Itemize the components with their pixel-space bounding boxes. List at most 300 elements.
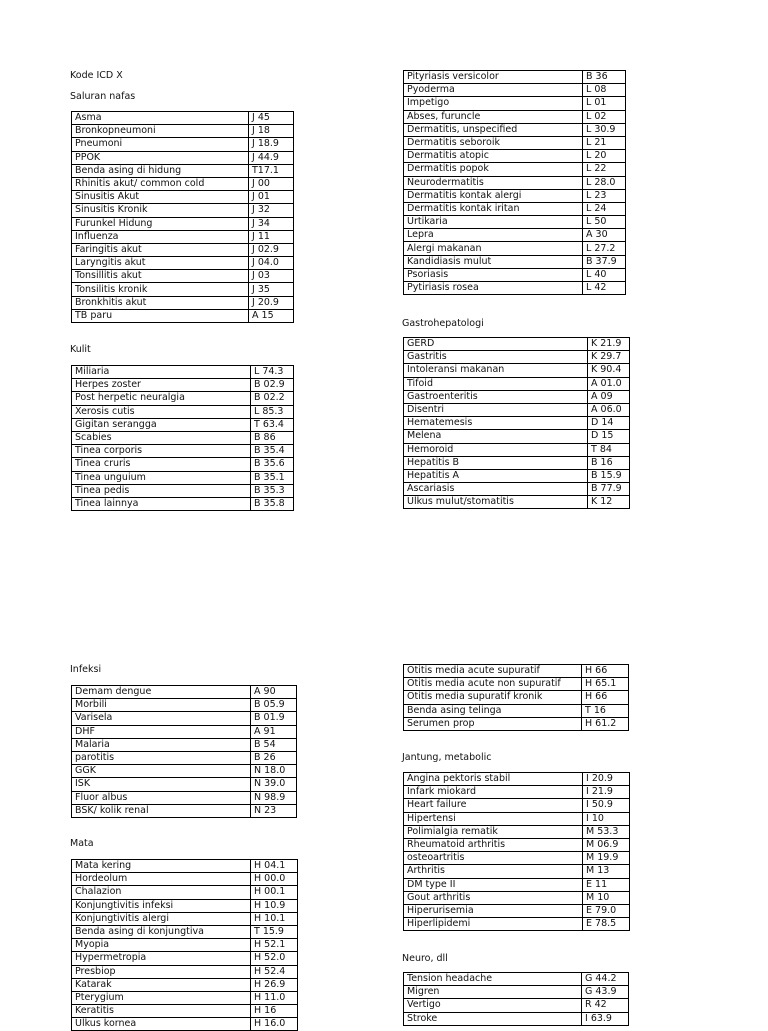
table-row <box>404 443 630 456</box>
icd-code: H 00.0 <box>251 873 298 886</box>
table-row <box>404 377 630 390</box>
diagnosis-name: Tinea pedis <box>72 484 251 497</box>
table-row <box>404 202 626 215</box>
table-row <box>404 136 626 149</box>
diagnosis-name: Pytiriasis rosea <box>404 282 583 295</box>
icd-code: L 28.0 <box>583 176 626 189</box>
diagnosis-name: Lepra <box>404 229 583 242</box>
icd-code: J 11 <box>249 230 294 243</box>
icd-code: J 02.9 <box>249 243 294 256</box>
icd-code: E 78.5 <box>583 918 630 931</box>
icd-code: M 06.9 <box>583 838 630 851</box>
diagnosis-name: Gigitan serangga <box>72 418 251 431</box>
section-title-saluran-nafas: Saluran nafas <box>70 91 136 102</box>
table-row <box>404 678 629 691</box>
table-row <box>404 71 626 84</box>
diagnosis-name: Morbili <box>72 699 251 712</box>
diagnosis-name: Gastritis <box>404 351 588 364</box>
table-row <box>404 364 630 377</box>
icd-code: A 09 <box>588 390 630 403</box>
icd-code: J 03 <box>249 270 294 283</box>
icd-code: L 27.2 <box>583 242 626 255</box>
section-title-neuro: Neuro, dll <box>402 953 448 964</box>
table-kulit-lanjutan <box>403 70 626 295</box>
diagnosis-name: Faringitis akut <box>72 243 249 256</box>
table-row <box>404 268 626 281</box>
icd-code: D 15 <box>588 430 630 443</box>
table-row <box>404 242 626 255</box>
table-gastrohepatologi <box>403 337 630 509</box>
table-row <box>404 773 630 786</box>
table-row <box>72 886 298 899</box>
icd-code: B 35.4 <box>251 445 294 458</box>
diagnosis-name: Pterygium <box>72 991 251 1004</box>
diagnosis-name: PPOK <box>72 151 249 164</box>
table-row <box>72 686 297 699</box>
table-row <box>404 351 630 364</box>
diagnosis-name: Intoleransi makanan <box>404 364 588 377</box>
table-row <box>72 177 294 190</box>
table-row <box>72 1018 298 1031</box>
icd-code: J 32 <box>249 204 294 217</box>
table-row <box>72 164 294 177</box>
diagnosis-name: Bronkopneumoni <box>72 125 249 138</box>
icd-code: I 10 <box>583 812 630 825</box>
diagnosis-name: ISK <box>72 778 251 791</box>
diagnosis-name: Disentri <box>404 403 588 416</box>
icd-code: B 02.9 <box>251 379 294 392</box>
icd-code: L 24 <box>583 202 626 215</box>
table-row <box>72 366 294 379</box>
diagnosis-name: Asma <box>72 112 249 125</box>
diagnosis-name: Dermatitis, unspecified <box>404 123 583 136</box>
diagnosis-name: Pyoderma <box>404 84 583 97</box>
icd-code: B 05.9 <box>251 699 297 712</box>
table-row <box>404 665 629 678</box>
diagnosis-name: Benda asing di konjungtiva <box>72 925 251 938</box>
table-row <box>404 717 629 730</box>
icd-code: J 34 <box>249 217 294 230</box>
diagnosis-name: Impetigo <box>404 97 583 110</box>
diagnosis-name: Demam dengue <box>72 686 251 699</box>
icd-code: L 85.3 <box>251 405 294 418</box>
diagnosis-name: Infark miokard <box>404 786 583 799</box>
icd-code: H 16.0 <box>251 1018 298 1031</box>
diagnosis-name: Gastroenteritis <box>404 390 588 403</box>
table-row <box>404 852 630 865</box>
table-row <box>404 282 626 295</box>
icd-code: A 01.0 <box>588 377 630 390</box>
icd-code: K 12 <box>588 496 630 509</box>
icd-code: A 06.0 <box>588 403 630 416</box>
table-row <box>72 379 294 392</box>
icd-code: H 04.1 <box>251 860 298 873</box>
icd-code: B 02.2 <box>251 392 294 405</box>
table-row <box>404 904 630 917</box>
table-row <box>404 838 630 851</box>
icd-code: B 01.9 <box>251 712 297 725</box>
diagnosis-name: Otitis media acute supuratif <box>404 665 582 678</box>
diagnosis-name: Keratitis <box>72 1005 251 1018</box>
table-row <box>404 865 630 878</box>
diagnosis-name: Konjungtivitis alergi <box>72 912 251 925</box>
section-title-infeksi: Infeksi <box>70 664 102 675</box>
diagnosis-name: Hipertensi <box>404 812 583 825</box>
table-row <box>404 229 626 242</box>
icd-code: K 21.9 <box>588 338 630 351</box>
table-row <box>72 270 294 283</box>
icd-code: T17.1 <box>249 164 294 177</box>
icd-code: H 61.2 <box>582 717 629 730</box>
diagnosis-name: Neurodermatitis <box>404 176 583 189</box>
icd-code: T 63.4 <box>251 418 294 431</box>
icd-code: N 23 <box>251 804 297 817</box>
diagnosis-name: osteoartritis <box>404 852 583 865</box>
icd-code: L 42 <box>583 282 626 295</box>
diagnosis-name: Varisela <box>72 712 251 725</box>
section-title-jantung-metabolic: Jantung, metabolic <box>402 752 492 763</box>
diagnosis-name: Kandidiasis mulut <box>404 255 583 268</box>
diagnosis-name: Hepatitis A <box>404 469 588 482</box>
table-row <box>404 417 630 430</box>
diagnosis-name: Hiperurisemia <box>404 904 583 917</box>
table-row <box>72 791 297 804</box>
table-row <box>404 176 626 189</box>
table-row <box>72 699 297 712</box>
diagnosis-name: Melena <box>404 430 588 443</box>
diagnosis-name: Polimialgia rematik <box>404 825 583 838</box>
table-row <box>404 338 630 351</box>
icd-code: H 10.1 <box>251 912 298 925</box>
table-tht <box>403 664 629 731</box>
table-row <box>404 163 626 176</box>
icd-code: L 08 <box>583 84 626 97</box>
diagnosis-name: Hypermetropia <box>72 952 251 965</box>
icd-code: B 35.3 <box>251 484 294 497</box>
table-row <box>404 986 629 999</box>
table-row <box>72 243 294 256</box>
table-kulit <box>71 365 294 511</box>
diagnosis-name: Tinea lainnya <box>72 497 251 510</box>
table-row <box>404 825 630 838</box>
diagnosis-name: Hematemesis <box>404 417 588 430</box>
diagnosis-name: Hemoroid <box>404 443 588 456</box>
icd-code: H 52.1 <box>251 939 298 952</box>
icd-code: J 45 <box>249 112 294 125</box>
table-infeksi <box>71 685 297 818</box>
table-row <box>404 150 626 163</box>
icd-code: I 63.9 <box>582 1012 629 1025</box>
diagnosis-name: Migren <box>404 986 582 999</box>
table-row <box>72 405 294 418</box>
table-row <box>72 952 298 965</box>
icd-code: B 77.9 <box>588 483 630 496</box>
icd-code: L 40 <box>583 268 626 281</box>
table-row <box>404 812 630 825</box>
icd-code: H 16 <box>251 1005 298 1018</box>
diagnosis-name: Tension headache <box>404 973 582 986</box>
icd-code: N 18.0 <box>251 765 297 778</box>
table-row <box>72 296 294 309</box>
icd-code: H 11.0 <box>251 991 298 1004</box>
icd-code: K 29.7 <box>588 351 630 364</box>
icd-code: B 26 <box>251 751 297 764</box>
diagnosis-name: parotitis <box>72 751 251 764</box>
icd-code: B 36 <box>583 71 626 84</box>
icd-code: B 54 <box>251 738 297 751</box>
icd-code: R 42 <box>582 999 629 1012</box>
table-row <box>72 309 294 322</box>
icd-code: A 30 <box>583 229 626 242</box>
icd-code: J 04.0 <box>249 257 294 270</box>
icd-code: L 22 <box>583 163 626 176</box>
icd-code: I 20.9 <box>583 773 630 786</box>
table-row <box>72 738 297 751</box>
diagnosis-name: Dermatitis kontak iritan <box>404 202 583 215</box>
diagnosis-name: Tonsilitis kronik <box>72 283 249 296</box>
icd-code: B 15.9 <box>588 469 630 482</box>
table-row <box>404 999 629 1012</box>
icd-code: H 66 <box>582 665 629 678</box>
diagnosis-name: Alergi makanan <box>404 242 583 255</box>
icd-code: A 15 <box>249 309 294 322</box>
table-row <box>404 691 629 704</box>
icd-code: H 00.1 <box>251 886 298 899</box>
icd-code: H 52.4 <box>251 965 298 978</box>
icd-code: A 90 <box>251 686 297 699</box>
icd-code: L 30.9 <box>583 123 626 136</box>
diagnosis-name: TB paru <box>72 309 249 322</box>
table-row <box>72 925 298 938</box>
table-row <box>72 804 297 817</box>
table-row <box>404 123 626 136</box>
icd-code: I 21.9 <box>583 786 630 799</box>
icd-code: K 90.4 <box>588 364 630 377</box>
diagnosis-name: Hordeolum <box>72 873 251 886</box>
table-neuro <box>403 972 629 1026</box>
icd-code: B 35.8 <box>251 497 294 510</box>
table-row <box>72 965 298 978</box>
icd-code: H 10.9 <box>251 899 298 912</box>
table-row <box>72 283 294 296</box>
table-row <box>72 860 298 873</box>
table-mata <box>71 859 298 1031</box>
section-title-kulit: Kulit <box>70 344 91 355</box>
icd-code: L 23 <box>583 189 626 202</box>
diagnosis-name: Tinea corporis <box>72 445 251 458</box>
table-row <box>72 765 297 778</box>
icd-code: E 11 <box>583 878 630 891</box>
icd-code: B 35.1 <box>251 471 294 484</box>
table-row <box>72 230 294 243</box>
table-row <box>404 918 630 931</box>
table-row <box>404 786 630 799</box>
icd-code: T 15.9 <box>251 925 298 938</box>
diagnosis-name: Pityriasis versicolor <box>404 71 583 84</box>
table-row <box>72 712 297 725</box>
icd-code: L 02 <box>583 110 626 123</box>
diagnosis-name: Hiperlipidemi <box>404 918 583 931</box>
table-row <box>404 483 630 496</box>
table-jantung-metabolic <box>403 772 630 931</box>
icd-code: L 50 <box>583 216 626 229</box>
diagnosis-name: Otitis media acute non supuratif <box>404 678 582 691</box>
diagnosis-name: Ascariasis <box>404 483 588 496</box>
icd-code: J 18 <box>249 125 294 138</box>
table-row <box>404 1012 629 1025</box>
icd-code: J 01 <box>249 191 294 204</box>
table-row <box>404 255 626 268</box>
icd-code: T 16 <box>582 704 629 717</box>
icd-code: J 18.9 <box>249 138 294 151</box>
table-row <box>404 973 629 986</box>
diagnosis-name: Laryngitis akut <box>72 257 249 270</box>
table-row <box>72 912 298 925</box>
icd-code: E 79.0 <box>583 904 630 917</box>
diagnosis-name: Dermatitis popok <box>404 163 583 176</box>
icd-code: B 86 <box>251 431 294 444</box>
icd-code: L 20 <box>583 150 626 163</box>
table-row <box>404 97 626 110</box>
table-row <box>72 471 294 484</box>
table-row <box>72 939 298 952</box>
diagnosis-name: Sinusitis Kronik <box>72 204 249 217</box>
icd-code: D 14 <box>588 417 630 430</box>
table-row <box>72 873 298 886</box>
diagnosis-name: Influenza <box>72 230 249 243</box>
diagnosis-name: Gout arthritis <box>404 891 583 904</box>
icd-code: H 65.1 <box>582 678 629 691</box>
table-row <box>404 216 626 229</box>
diagnosis-name: Katarak <box>72 978 251 991</box>
diagnosis-name: Herpes zoster <box>72 379 251 392</box>
diagnosis-name: Vertigo <box>404 999 582 1012</box>
icd-code: G 44.2 <box>582 973 629 986</box>
table-row <box>404 469 630 482</box>
diagnosis-name: Mata kering <box>72 860 251 873</box>
icd-code: H 52.0 <box>251 952 298 965</box>
table-row <box>404 403 630 416</box>
diagnosis-name: Benda asing di hidung <box>72 164 249 177</box>
table-row <box>404 84 626 97</box>
table-row <box>72 217 294 230</box>
table-row <box>72 418 294 431</box>
table-row <box>72 458 294 471</box>
icd-code: J 20.9 <box>249 296 294 309</box>
icd-code: I 50.9 <box>583 799 630 812</box>
diagnosis-name: Arthritis <box>404 865 583 878</box>
icd-code: B 16 <box>588 456 630 469</box>
table-row <box>404 799 630 812</box>
icd-code: M 10 <box>583 891 630 904</box>
diagnosis-name: Hepatitis B <box>404 456 588 469</box>
icd-code: H 66 <box>582 691 629 704</box>
icd-code: H 26.9 <box>251 978 298 991</box>
table-row <box>404 390 630 403</box>
diagnosis-name: Miliaria <box>72 366 251 379</box>
table-row <box>72 204 294 217</box>
table-row <box>404 496 630 509</box>
icd-code: J 00 <box>249 177 294 190</box>
diagnosis-name: Urtikaria <box>404 216 583 229</box>
icd-code: M 53.3 <box>583 825 630 838</box>
table-row <box>404 110 626 123</box>
table-row <box>404 189 626 202</box>
diagnosis-name: Xerosis cutis <box>72 405 251 418</box>
icd-code: L 21 <box>583 136 626 149</box>
table-row <box>72 1005 298 1018</box>
diagnosis-name: Konjungtivitis infeksi <box>72 899 251 912</box>
icd-code: T 84 <box>588 443 630 456</box>
diagnosis-name: GGK <box>72 765 251 778</box>
table-row <box>72 431 294 444</box>
table-saluran-nafas <box>71 111 294 323</box>
table-row <box>404 878 630 891</box>
diagnosis-name: Rheumatoid arthritis <box>404 838 583 851</box>
icd-code: J 44.9 <box>249 151 294 164</box>
table-row <box>72 751 297 764</box>
diagnosis-name: GERD <box>404 338 588 351</box>
diagnosis-name: Dermatitis atopic <box>404 150 583 163</box>
diagnosis-name: Post herpetic neuralgia <box>72 392 251 405</box>
diagnosis-name: Benda asing telinga <box>404 704 582 717</box>
diagnosis-name: Tinea unguium <box>72 471 251 484</box>
table-row <box>72 978 298 991</box>
section-title-gastrohepatologi: Gastrohepatologi <box>402 318 484 329</box>
icd-code: N 98.9 <box>251 791 297 804</box>
diagnosis-name: Abses, furuncle <box>404 110 583 123</box>
diagnosis-name: Ulkus mulut/stomatitis <box>404 496 588 509</box>
icd-code: M 13 <box>583 865 630 878</box>
table-row <box>72 899 298 912</box>
diagnosis-name: Bronkhitis akut <box>72 296 249 309</box>
table-row <box>72 497 294 510</box>
diagnosis-name: Dermatitis kontak alergi <box>404 189 583 202</box>
diagnosis-name: Scabies <box>72 431 251 444</box>
diagnosis-name: Stroke <box>404 1012 582 1025</box>
diagnosis-name: Rhinitis akut/ common cold <box>72 177 249 190</box>
diagnosis-name: Furunkel Hidung <box>72 217 249 230</box>
table-row <box>72 191 294 204</box>
section-title-mata: Mata <box>70 838 94 849</box>
table-row <box>72 257 294 270</box>
diagnosis-name: Sinusitis Akut <box>72 191 249 204</box>
table-row <box>72 392 294 405</box>
table-row <box>72 778 297 791</box>
diagnosis-name: Myopia <box>72 939 251 952</box>
table-row <box>404 704 629 717</box>
table-row <box>404 891 630 904</box>
table-row <box>72 112 294 125</box>
diagnosis-name: Otitis media supuratif kronik <box>404 691 582 704</box>
diagnosis-name: Serumen prop <box>404 717 582 730</box>
diagnosis-name: Heart failure <box>404 799 583 812</box>
table-row <box>72 725 297 738</box>
diagnosis-name: Psoriasis <box>404 268 583 281</box>
table-row <box>72 991 298 1004</box>
table-row <box>404 456 630 469</box>
diagnosis-name: Presbiop <box>72 965 251 978</box>
page-title: Kode ICD X <box>70 70 123 81</box>
icd-code: B 35.6 <box>251 458 294 471</box>
diagnosis-name: Angina pektoris stabil <box>404 773 583 786</box>
diagnosis-name: Tinea cruris <box>72 458 251 471</box>
icd-code: A 91 <box>251 725 297 738</box>
diagnosis-name: Chalazion <box>72 886 251 899</box>
diagnosis-name: Pneumoni <box>72 138 249 151</box>
icd-code: L 01 <box>583 97 626 110</box>
table-row <box>72 125 294 138</box>
